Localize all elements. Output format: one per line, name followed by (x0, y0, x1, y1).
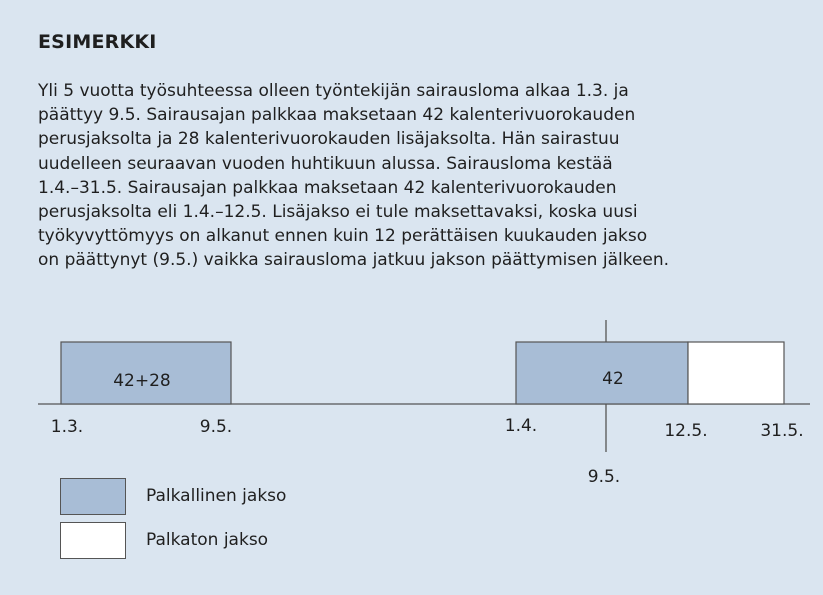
paragraph-line: päättyy 9.5. Sairausajan palkkaa maksetaan 42 kalenterivuorokauden (38, 105, 636, 126)
label-start-2: 1.4. (504, 416, 538, 436)
first-period-bar-label: 42+28 (113, 371, 171, 391)
label-start-1: 1.3. (50, 417, 84, 437)
paragraph-line: Yli 5 vuotta työsuhteessa olleen työntekijän sairausloma alkaa 1.3. ja (38, 81, 629, 101)
legend-label-paid: Palkallinen jakso (146, 486, 287, 506)
paragraph-line: on päättynyt (9.5.) vaikka sairausloma jatkuu jakson päättymisen jälkeen. (38, 250, 670, 271)
legend-item-paid (60, 477, 286, 515)
legend-swatch-paid (60, 478, 126, 515)
second-period-bar-label: 42 (602, 369, 624, 389)
label-paid-end-2: 12.5. (664, 421, 708, 441)
paragraph-line: uudelleen seuraavan vuoden huhtikuun alussa. Sairausloma kestää (38, 153, 613, 174)
legend-swatch-unpaid (60, 522, 126, 559)
paragraph-line: 1.4.–31.5. Sairausajan palkkaa maksetaan 42 kalenterivuorokauden (38, 177, 617, 198)
marker-label: 9.5. (587, 467, 621, 487)
paragraph-line: työkyvyttömyys on alkanut ennen kuin 12 perättäisen kuukauden jakso (38, 226, 648, 247)
example-title: ESIMERKKI (38, 31, 157, 53)
legend (60, 477, 286, 565)
legend-label-unpaid: Palkaton jakso (146, 530, 269, 550)
second-period-unpaid-bar (688, 342, 784, 404)
label-end-2: 31.5. (760, 421, 804, 441)
paragraph-line: perusjaksolta eli 1.4.–12.5. Lisäjakso ei tule maksettavaksi, koska uusi (38, 202, 638, 223)
label-end-1: 9.5. (199, 417, 233, 437)
legend-item-unpaid (60, 521, 286, 559)
paragraph-line: perusjaksolta ja 28 kalenterivuorokauden lisäjaksolta. Hän sairastuu (38, 129, 620, 150)
